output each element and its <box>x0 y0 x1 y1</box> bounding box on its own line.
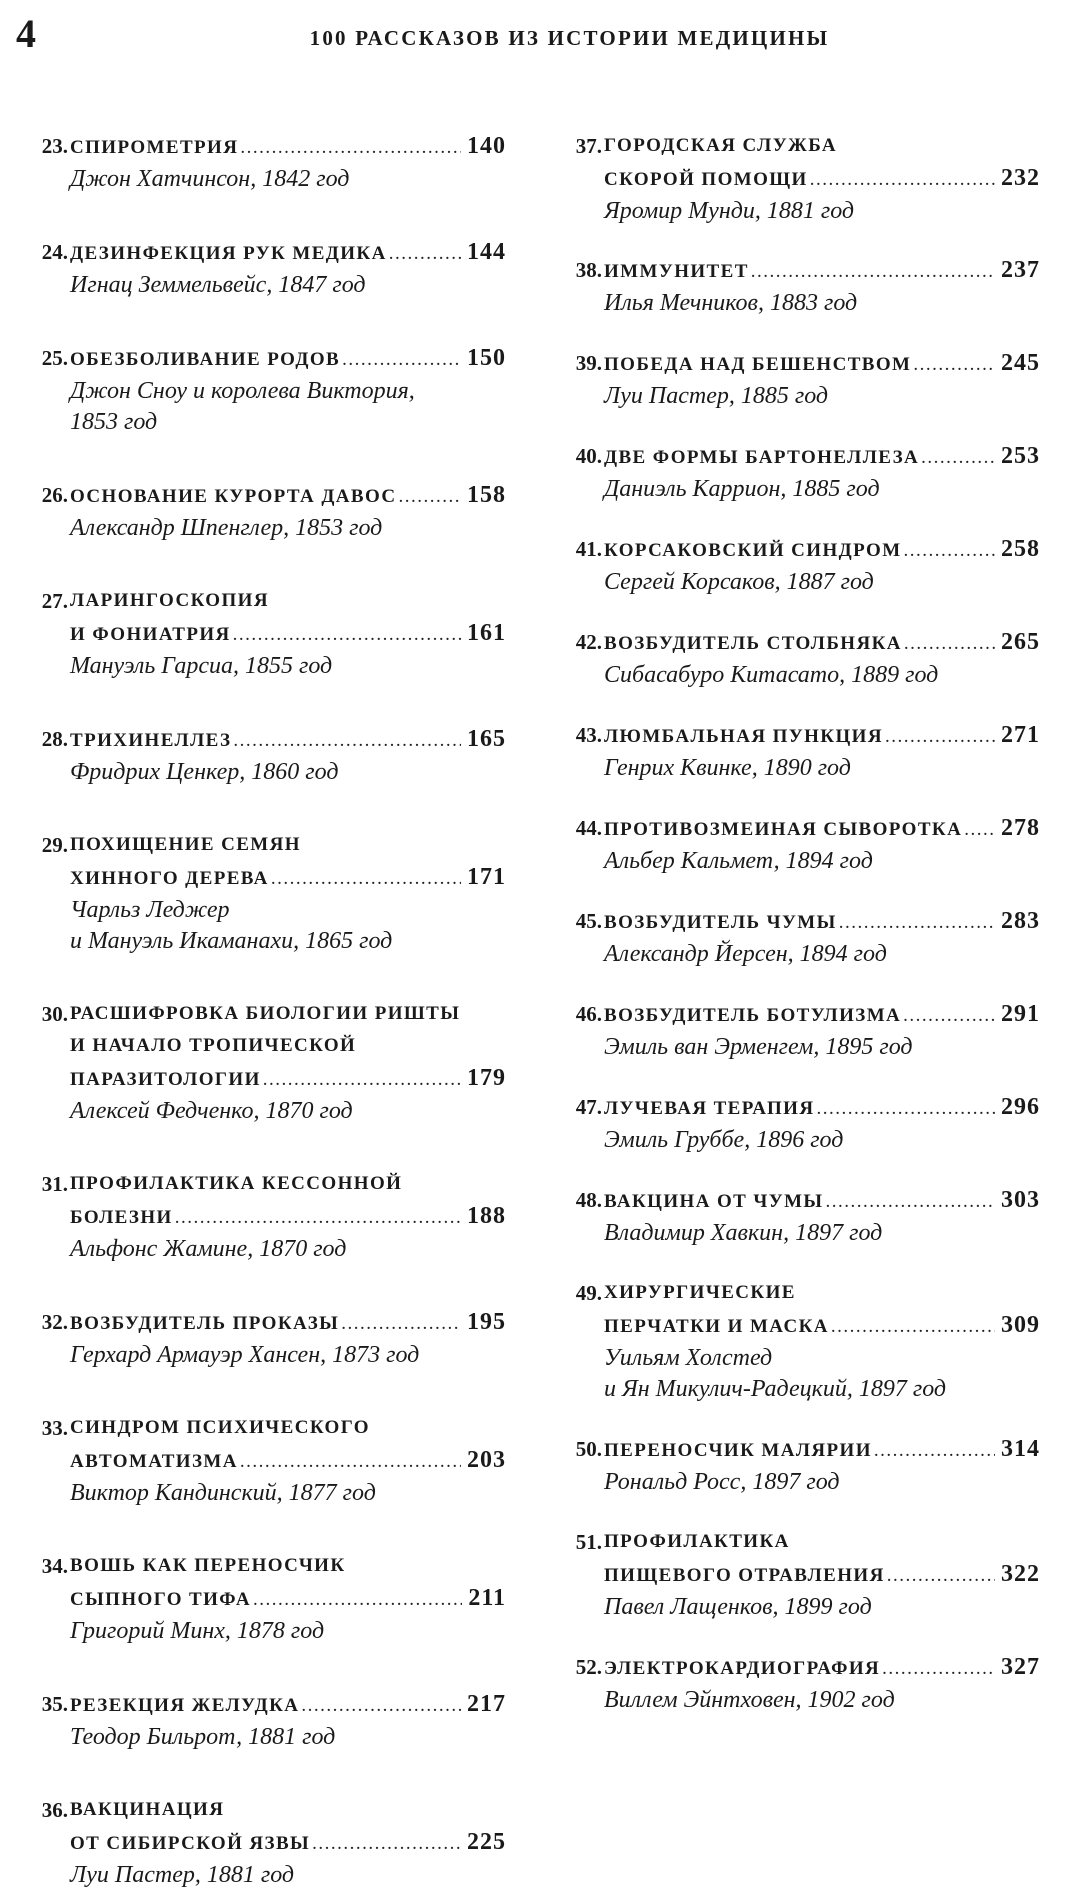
entry-title-line <box>70 236 506 270</box>
entry-number: 52. <box>575 1655 602 1679</box>
entry-number: 43. <box>575 723 602 747</box>
entry-title-line <box>604 440 1040 474</box>
entry-title: СЫПНОГО ТИФА <box>70 1589 251 1610</box>
dot-leader <box>751 256 995 288</box>
dot-leader <box>885 721 995 753</box>
entry-author: Луи Пастер, 1885 год <box>604 383 829 409</box>
entry-number: 24. <box>41 240 68 264</box>
entry-number: 44. <box>575 816 602 840</box>
dot-leader <box>904 628 995 660</box>
entry-author: и Мануэль Икаманахи, 1865 год <box>70 928 393 954</box>
entry-number: 50. <box>575 1437 602 1461</box>
entry-page: 165 <box>467 726 506 752</box>
entry-author: Алексей Федченко, 1870 год <box>70 1098 353 1124</box>
entry-page: 291 <box>1001 1001 1040 1027</box>
entry-page: 278 <box>1001 815 1040 841</box>
entry-author: Игнац Земмельвейс, 1847 год <box>70 272 366 298</box>
entry-page: 144 <box>467 239 506 265</box>
entry-author: Александр Йерсен, 1894 год <box>604 941 887 967</box>
entry-number: 33. <box>41 1416 68 1440</box>
dot-leader <box>175 1202 461 1234</box>
entry-page: 322 <box>1001 1561 1040 1587</box>
entry-page: 327 <box>1001 1654 1040 1680</box>
entry-title-line <box>604 905 1040 939</box>
entry-author: Рональд Росс, 1897 год <box>604 1469 840 1495</box>
entry-title-line <box>604 1091 1040 1125</box>
toc-column-left <box>26 130 506 1891</box>
entry-author: Виктор Кандинский, 1877 год <box>70 1480 376 1506</box>
toc-entry <box>26 342 506 438</box>
dot-leader <box>389 238 461 270</box>
entry-number: 29. <box>41 833 68 857</box>
entry-page: 232 <box>1001 165 1040 191</box>
toc-entry <box>560 626 1040 691</box>
dot-leader <box>964 814 995 846</box>
dot-leader <box>831 1311 995 1343</box>
dot-leader <box>253 1584 462 1616</box>
dot-leader <box>816 1093 995 1125</box>
entry-title-line <box>604 347 1040 381</box>
entry-title: ПРОТИВОЗМЕИНАЯ СЫВОРОТКА <box>604 819 963 840</box>
entry-title-line <box>604 533 1040 567</box>
entry-title-line <box>604 1651 1040 1685</box>
dot-leader <box>882 1653 995 1685</box>
dot-leader <box>399 481 461 513</box>
entry-number: 47. <box>575 1095 602 1119</box>
entry-title: ОСНОВАНИЕ КУРОРТА ДАВОС <box>70 486 397 507</box>
entry-title: ТРИХИНЕЛЛЕЗ <box>70 730 232 751</box>
dot-leader <box>839 907 995 939</box>
entry-title: ВОЗБУДИТЕЛЬ ЧУМЫ <box>604 912 837 933</box>
entry-title: ВАКЦИНА ОТ ЧУМЫ <box>604 1191 824 1212</box>
dot-leader <box>301 1690 461 1722</box>
toc-entry <box>560 533 1040 598</box>
toc-entry <box>26 998 506 1127</box>
entry-title-line <box>604 1433 1040 1467</box>
entry-number: 51. <box>575 1530 602 1554</box>
toc-entry <box>26 236 506 301</box>
toc-entry <box>26 479 506 544</box>
entry-author: Герхард Армауэр Хансен, 1873 год <box>70 1342 420 1368</box>
toc-entry <box>560 130 1040 227</box>
entry-author: Мануэль Гарсиа, 1855 год <box>70 653 333 679</box>
entry-title-line <box>604 162 1040 196</box>
toc-entry <box>26 1412 506 1509</box>
toc-column-right <box>560 130 1040 1716</box>
entry-page: 314 <box>1001 1436 1040 1462</box>
entry-title-line <box>70 1062 506 1096</box>
entry-title: БОЛЕЗНИ <box>70 1207 173 1228</box>
toc-entry <box>560 812 1040 877</box>
entry-number: 41. <box>575 537 602 561</box>
entry-author: Даниэль Каррион, 1885 год <box>604 476 880 502</box>
entry-title: РАСШИФРОВКА БИОЛОГИИ РИШТЫ <box>70 1003 461 1024</box>
toc-entry <box>560 1091 1040 1156</box>
entry-title: КОРСАКОВСКИЙ СИНДРОМ <box>604 540 902 561</box>
entry-title: ПЕРЕНОСЧИК МАЛЯРИИ <box>604 1440 872 1461</box>
entry-title-line <box>70 861 506 895</box>
running-title: 100 РАССКАЗОВ ИЗ ИСТОРИИ МЕДИЦИНЫ <box>309 26 830 50</box>
dot-leader <box>921 442 995 474</box>
entry-author: Григорий Минх, 1878 год <box>70 1618 325 1644</box>
entry-author: Джон Сноу и королева Виктория, <box>70 378 415 404</box>
dot-leader <box>810 164 995 196</box>
entry-number: 28. <box>41 727 68 751</box>
toc-entry <box>560 1277 1040 1405</box>
entry-page: 265 <box>1001 629 1040 655</box>
entry-number: 30. <box>41 1002 68 1026</box>
entry-author: Сергей Корсаков, 1887 год <box>604 569 874 595</box>
entry-page: 303 <box>1001 1187 1040 1213</box>
toc-entry <box>26 723 506 788</box>
entry-page: 161 <box>467 620 506 646</box>
entry-number: 35. <box>41 1692 68 1716</box>
entry-title-line <box>70 1444 506 1478</box>
entry-title-line <box>70 723 506 757</box>
entry-title-line <box>70 1688 506 1722</box>
entry-title: ДЕЗИНФЕКЦИЯ РУК МЕДИКА <box>70 243 387 264</box>
entry-title-line <box>604 812 1040 846</box>
entry-page: 203 <box>467 1447 506 1473</box>
entry-title-line <box>604 998 1040 1032</box>
entry-author: Александр Шпенглер, 1853 год <box>70 515 383 541</box>
entry-page: 225 <box>467 1829 506 1855</box>
toc-entry <box>26 1794 506 1891</box>
entry-title: АВТОМАТИЗМА <box>70 1451 238 1472</box>
entry-title: ВАКЦИНАЦИЯ <box>70 1799 225 1820</box>
toc-entry <box>560 1526 1040 1623</box>
entry-number: 38. <box>575 258 602 282</box>
entry-page: 296 <box>1001 1094 1040 1120</box>
entry-page: 245 <box>1001 350 1040 376</box>
toc-entry <box>560 440 1040 505</box>
entry-author: Альбер Кальмет, 1894 год <box>604 848 873 874</box>
entry-title: ЭЛЕКТРОКАРДИОГРАФИЯ <box>604 1658 881 1679</box>
entry-title: ПРОФИЛАКТИКА КЕССОННОЙ <box>70 1173 403 1194</box>
entry-page: 171 <box>467 864 506 890</box>
entry-number: 26. <box>41 483 68 507</box>
toc-entry <box>560 1433 1040 1498</box>
entry-author: Павел Лащенков, 1899 год <box>604 1594 872 1620</box>
entry-page: 179 <box>467 1065 506 1091</box>
dot-leader <box>913 349 995 381</box>
entry-title-line <box>604 1558 1040 1592</box>
entry-page: 140 <box>467 133 506 159</box>
entry-title: И ФОНИАТРИЯ <box>70 624 231 645</box>
entry-title: ПАРАЗИТОЛОГИИ <box>70 1069 261 1090</box>
entry-page: 271 <box>1001 722 1040 748</box>
entry-title: ПОХИЩЕНИЕ СЕМЯН <box>70 834 301 855</box>
dot-leader <box>233 725 461 757</box>
dot-leader <box>887 1560 995 1592</box>
entry-title-line <box>70 1826 506 1860</box>
entry-author: 1853 год <box>70 409 158 435</box>
dot-leader <box>904 535 995 567</box>
entry-title-line <box>70 479 506 513</box>
toc-entry <box>560 905 1040 970</box>
entry-number: 39. <box>575 351 602 375</box>
entry-number: 25. <box>41 346 68 370</box>
entry-title-line <box>70 130 506 164</box>
entry-number: 36. <box>41 1798 68 1822</box>
entry-page: 283 <box>1001 908 1040 934</box>
entry-page: 150 <box>467 345 506 371</box>
entry-page: 217 <box>467 1691 506 1717</box>
entry-number: 31. <box>41 1172 68 1196</box>
entry-author: Чарльз Леджер <box>70 897 230 923</box>
entry-author: Альфонс Жамине, 1870 год <box>70 1236 347 1262</box>
entry-title: ПИЩЕВОГО ОТРАВЛЕНИЯ <box>604 1565 885 1586</box>
entry-title: ОБЕЗБОЛИВАНИЕ РОДОВ <box>70 349 341 370</box>
entry-author: Виллем Эйнтховен, 1902 год <box>604 1687 895 1713</box>
entry-title: ЛУЧЕВАЯ ТЕРАПИЯ <box>604 1098 815 1119</box>
entry-author: Теодор Бильрот, 1881 год <box>70 1724 336 1750</box>
toc-entry <box>560 719 1040 784</box>
page-number: 4 <box>16 11 36 56</box>
entry-author: Уильям Холстед <box>604 1345 773 1371</box>
dot-leader <box>233 619 461 651</box>
entry-title: ОТ СИБИРСКОЙ ЯЗВЫ <box>70 1833 311 1854</box>
entry-title: ЛЮМБАЛЬНАЯ ПУНКЦИЯ <box>604 726 883 747</box>
entry-title-line <box>604 719 1040 753</box>
entry-title-line <box>70 1306 506 1340</box>
entry-number: 42. <box>575 630 602 654</box>
entry-author: Эмиль Груббе, 1896 год <box>604 1127 844 1153</box>
entry-page: 258 <box>1001 536 1040 562</box>
toc-entry <box>560 1651 1040 1716</box>
entry-title: ХИННОГО ДЕРЕВА <box>70 868 269 889</box>
toc-entry <box>560 998 1040 1063</box>
entry-title: ВОЗБУДИТЕЛЬ БОТУЛИЗМА <box>604 1005 902 1026</box>
dot-leader <box>240 1446 461 1478</box>
entry-title-line <box>604 1184 1040 1218</box>
entry-number: 23. <box>41 134 68 158</box>
entry-page: 188 <box>467 1203 506 1229</box>
entry-number: 45. <box>575 909 602 933</box>
entry-title: ПРОФИЛАКТИКА <box>604 1531 790 1552</box>
entry-author: Джон Хатчинсон, 1842 год <box>70 166 350 192</box>
entry-number: 32. <box>41 1310 68 1334</box>
dot-leader <box>341 1308 461 1340</box>
entry-title-line <box>70 342 506 376</box>
entry-number: 48. <box>575 1188 602 1212</box>
entry-title: ПЕРЧАТКИ И МАСКА <box>604 1316 829 1337</box>
entry-author: Яромир Мунди, 1881 год <box>604 198 855 224</box>
entry-page: 158 <box>467 482 506 508</box>
entry-number: 49. <box>575 1281 602 1305</box>
entry-title-line <box>70 1200 506 1234</box>
entry-author: Сибасабуро Китасато, 1889 год <box>604 662 939 688</box>
entry-author: и Ян Микулич-Радецкий, 1897 год <box>604 1376 947 1402</box>
entry-author: Владимир Хавкин, 1897 год <box>604 1220 883 1246</box>
entry-title: ПОБЕДА НАД БЕШЕНСТВОМ <box>604 354 912 375</box>
toc-entry <box>26 1550 506 1647</box>
entry-title: ВОЗБУДИТЕЛЬ ПРОКАЗЫ <box>70 1313 340 1334</box>
toc-entry <box>26 1306 506 1371</box>
entry-title: ВОШЬ КАК ПЕРЕНОСЧИК <box>70 1555 346 1576</box>
entry-author: Луи Пастер, 1881 год <box>70 1862 295 1888</box>
entry-title: ХИРУРГИЧЕСКИЕ <box>604 1282 796 1303</box>
toc-entry <box>26 1168 506 1265</box>
dot-leader <box>263 1064 461 1096</box>
entry-number: 37. <box>575 134 602 158</box>
entry-title: СПИРОМЕТРИЯ <box>70 137 239 158</box>
dot-leader <box>874 1435 995 1467</box>
entry-title-line <box>604 254 1040 288</box>
toc-entry <box>26 1688 506 1753</box>
entry-number: 34. <box>41 1554 68 1578</box>
toc-entry <box>26 585 506 682</box>
toc-entry <box>26 829 506 957</box>
toc-entry <box>560 254 1040 319</box>
entry-number: 27. <box>41 589 68 613</box>
entry-page: 253 <box>1001 443 1040 469</box>
dot-leader <box>903 1000 995 1032</box>
entry-number: 46. <box>575 1002 602 1026</box>
entry-page: 195 <box>467 1309 506 1335</box>
entry-title-line <box>604 626 1040 660</box>
entry-title: И НАЧАЛО ТРОПИЧЕСКОЙ <box>70 1035 357 1056</box>
dot-leader <box>240 132 461 164</box>
toc-entry <box>26 130 506 195</box>
entry-title: СКОРОЙ ПОМОЩИ <box>604 169 808 190</box>
dot-leader <box>825 1186 995 1218</box>
entry-number: 40. <box>575 444 602 468</box>
dot-leader <box>342 344 461 376</box>
entry-page: 237 <box>1001 257 1040 283</box>
entry-title: РЕЗЕКЦИЯ ЖЕЛУДКА <box>70 1695 300 1716</box>
entry-title-line <box>70 617 506 651</box>
entry-title: СИНДРОМ ПСИХИЧЕСКОГО <box>70 1417 370 1438</box>
entry-page: 309 <box>1001 1312 1040 1338</box>
entry-author: Илья Мечников, 1883 год <box>604 290 858 316</box>
toc-entry <box>560 347 1040 412</box>
entry-title: ИММУНИТЕТ <box>604 261 749 282</box>
dot-leader <box>312 1828 461 1860</box>
entry-title: ДВЕ ФОРМЫ БАРТОНЕЛЛЕЗА <box>604 447 920 468</box>
entry-page: 211 <box>468 1585 506 1611</box>
dot-leader <box>271 863 461 895</box>
entry-title-line <box>70 1582 506 1616</box>
toc-entry <box>560 1184 1040 1249</box>
entry-title: ГОРОДСКАЯ СЛУЖБА <box>604 135 838 156</box>
entry-title: ЛАРИНГОСКОПИЯ <box>70 590 269 611</box>
entry-title: ВОЗБУДИТЕЛЬ СТОЛБНЯКА <box>604 633 902 654</box>
entry-author: Эмиль ван Эрменгем, 1895 год <box>604 1034 913 1060</box>
entry-author: Фридрих Ценкер, 1860 год <box>70 759 339 785</box>
entry-title-line <box>604 1309 1040 1343</box>
entry-author: Генрих Квинке, 1890 год <box>604 755 851 781</box>
